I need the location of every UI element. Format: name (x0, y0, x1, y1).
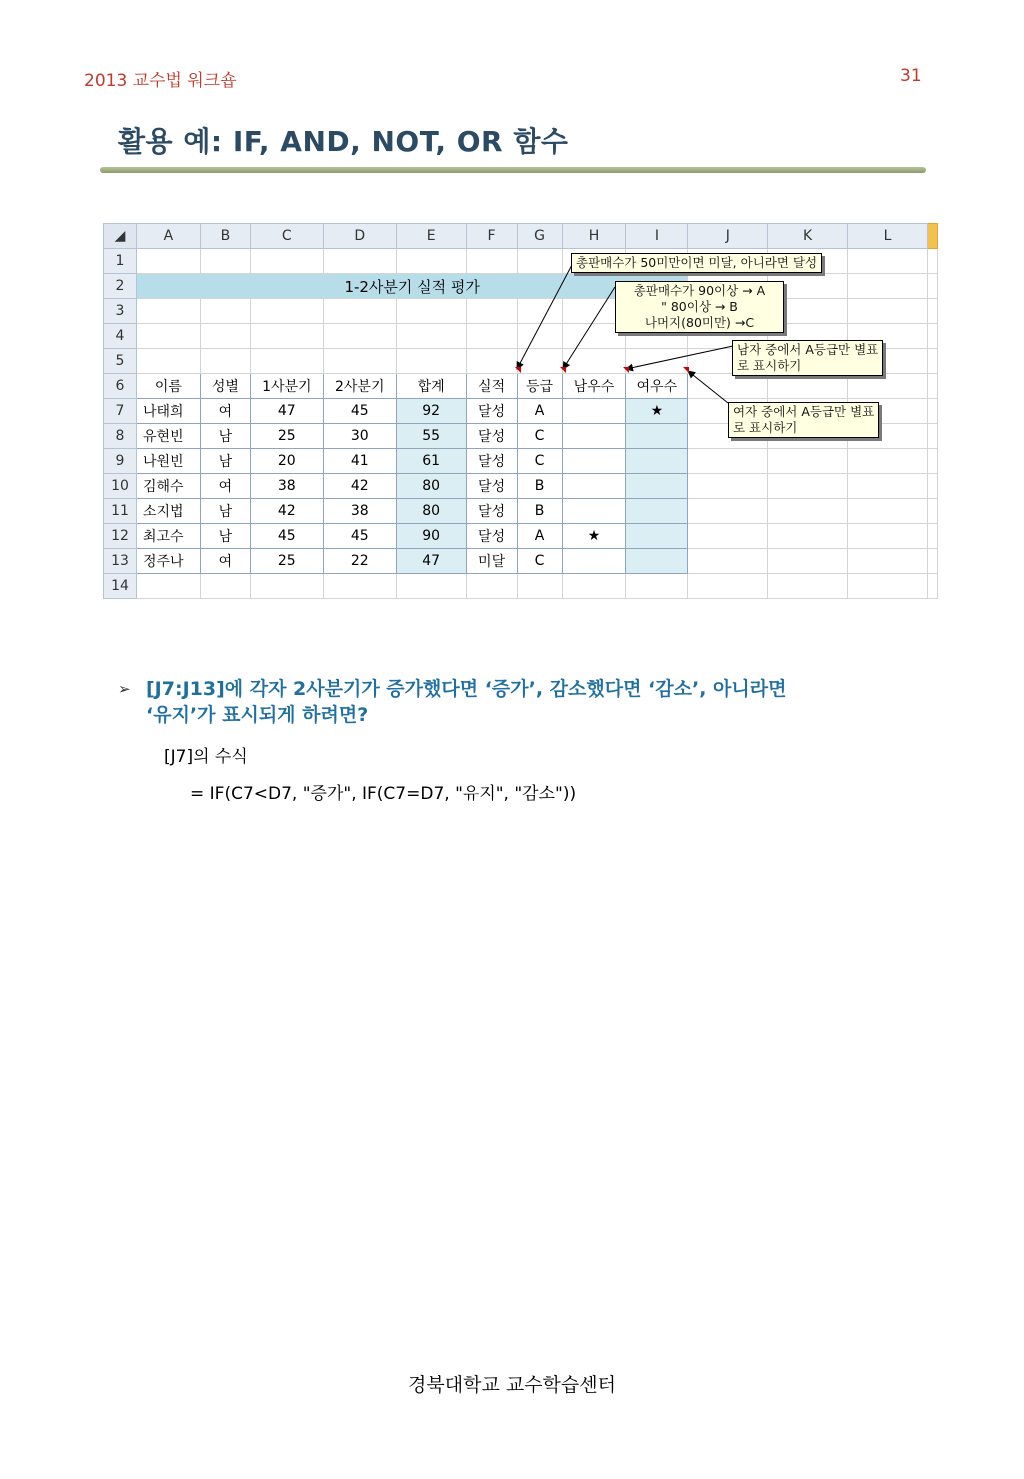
cell[interactable] (927, 399, 937, 424)
title-underline (100, 167, 926, 173)
table-cell[interactable]: 22 (323, 549, 396, 574)
cell[interactable] (626, 349, 688, 374)
comment-grade[interactable] (615, 281, 784, 333)
cell[interactable] (396, 249, 466, 274)
cell[interactable] (688, 374, 768, 399)
col-header[interactable]: L (848, 224, 928, 249)
spreadsheet-screenshot (103, 223, 938, 594)
cell[interactable] (768, 524, 848, 549)
table-cell[interactable]: 55 (396, 424, 466, 449)
table-cell[interactable]: 달성 (466, 474, 517, 499)
cell[interactable] (848, 474, 928, 499)
row-header[interactable]: 6 (104, 374, 137, 399)
cell[interactable] (848, 299, 928, 324)
cell[interactable] (250, 349, 323, 374)
comment-result-text: 총판매수가 50미만이면 미달, 아니라면 달성 (576, 255, 818, 270)
cell[interactable] (848, 274, 928, 299)
col-header[interactable]: A (136, 224, 200, 249)
col-header[interactable]: I (626, 224, 688, 249)
cell[interactable] (396, 574, 466, 599)
cell[interactable] (688, 474, 768, 499)
table-cell[interactable] (626, 424, 688, 449)
cell[interactable] (768, 449, 848, 474)
cell[interactable] (848, 449, 928, 474)
table-cell[interactable] (626, 474, 688, 499)
table-cell[interactable]: 김해수 (136, 474, 200, 499)
cell[interactable] (250, 299, 323, 324)
table-cell[interactable] (562, 549, 626, 574)
cell[interactable] (927, 349, 937, 374)
row-header[interactable]: 1 (104, 249, 137, 274)
table-cell[interactable]: 45 (250, 524, 323, 549)
cell[interactable] (927, 549, 937, 574)
comment-grade-line: 총판매수가 90이상 → A (633, 283, 766, 298)
table-cell[interactable]: 최고수 (136, 524, 200, 549)
cell[interactable] (323, 349, 396, 374)
table-header-cell[interactable]: 등급 (517, 374, 562, 399)
table-cell[interactable]: 45 (323, 399, 396, 424)
table-cell[interactable]: 남 (200, 424, 250, 449)
cell[interactable] (927, 299, 937, 324)
corner-cell[interactable]: ◢ (104, 224, 137, 249)
formula-label: [J7]의 수식 (164, 747, 248, 767)
cell[interactable] (466, 574, 517, 599)
table-cell[interactable]: 정주나 (136, 549, 200, 574)
cell[interactable] (250, 249, 323, 274)
col-header-partial[interactable] (927, 224, 937, 249)
cell[interactable] (848, 499, 928, 524)
cell[interactable] (517, 299, 562, 324)
col-header[interactable]: J (688, 224, 768, 249)
row-header[interactable]: 7 (104, 399, 137, 424)
table-cell[interactable]: A (517, 399, 562, 424)
cell[interactable] (688, 499, 768, 524)
cell[interactable] (927, 424, 937, 449)
row-header[interactable]: 2 (104, 274, 137, 299)
table-cell[interactable]: 45 (323, 524, 396, 549)
table-cell[interactable]: 47 (250, 399, 323, 424)
cell[interactable] (323, 249, 396, 274)
table-cell[interactable]: 남 (200, 524, 250, 549)
col-header[interactable]: B (200, 224, 250, 249)
cell[interactable] (927, 324, 937, 349)
col-header[interactable]: D (323, 224, 396, 249)
cell[interactable] (396, 324, 466, 349)
table-cell[interactable]: 41 (323, 449, 396, 474)
table-cell[interactable]: 25 (250, 549, 323, 574)
comment-female-line: 여자 중에서 A등급만 별표 (733, 404, 875, 419)
cell[interactable] (136, 574, 200, 599)
table-cell[interactable]: B (517, 474, 562, 499)
table-cell[interactable] (626, 449, 688, 474)
table-cell[interactable] (626, 524, 688, 549)
header-left: 2013 교수법 워크숍 (84, 71, 237, 91)
formula-text: = IF(C7<D7, "증가", IF(C7=D7, "유지", "감소")) (190, 784, 577, 804)
cell[interactable] (200, 299, 250, 324)
table-header-cell[interactable]: 이름 (136, 374, 200, 399)
question-line-1: [J7:J13]에 각자 2사분기가 증가했다면 ‘증가’, 감소했다면 ‘감소’, 아니라면 (146, 678, 787, 700)
col-header[interactable]: H (562, 224, 626, 249)
cell[interactable] (136, 349, 200, 374)
cell[interactable] (200, 249, 250, 274)
cell[interactable] (517, 349, 562, 374)
table-cell[interactable]: 달성 (466, 424, 517, 449)
cell[interactable] (848, 549, 928, 574)
cell[interactable] (688, 524, 768, 549)
page-number: 31 (900, 66, 922, 86)
table-cell[interactable]: 42 (323, 474, 396, 499)
table-header-cell[interactable]: 1사분기 (250, 374, 323, 399)
cell[interactable] (927, 374, 937, 399)
cell[interactable] (626, 574, 688, 599)
row-header[interactable]: 9 (104, 449, 137, 474)
comment-female-line: 로 표시하기 (733, 420, 798, 435)
table-cell[interactable]: 유현빈 (136, 424, 200, 449)
cell[interactable] (848, 524, 928, 549)
cell[interactable] (927, 574, 937, 599)
cell[interactable] (848, 574, 928, 599)
table-header-cell[interactable]: 실적 (466, 374, 517, 399)
cell[interactable] (323, 574, 396, 599)
cell[interactable] (466, 249, 517, 274)
cell[interactable] (200, 349, 250, 374)
cell[interactable] (200, 324, 250, 349)
table-cell[interactable]: 61 (396, 449, 466, 474)
row-header[interactable]: 8 (104, 424, 137, 449)
cell[interactable] (848, 374, 928, 399)
table-cell[interactable]: 47 (396, 549, 466, 574)
row-header[interactable]: 11 (104, 499, 137, 524)
cell[interactable] (768, 499, 848, 524)
question-text (146, 676, 926, 728)
table-cell[interactable]: 달성 (466, 524, 517, 549)
table-cell[interactable]: 38 (323, 499, 396, 524)
row-header[interactable]: 14 (104, 574, 137, 599)
cell[interactable] (768, 549, 848, 574)
cell[interactable] (688, 449, 768, 474)
cell[interactable] (927, 449, 937, 474)
cell[interactable] (466, 299, 517, 324)
cell[interactable] (250, 324, 323, 349)
table-cell[interactable]: 92 (396, 399, 466, 424)
cell[interactable] (466, 349, 517, 374)
row-header[interactable]: 3 (104, 299, 137, 324)
col-header[interactable]: C (250, 224, 323, 249)
cell[interactable] (250, 574, 323, 599)
cell[interactable] (927, 474, 937, 499)
row-header[interactable]: 12 (104, 524, 137, 549)
row-header[interactable]: 4 (104, 324, 137, 349)
table-cell[interactable]: 80 (396, 474, 466, 499)
table-cell[interactable]: 30 (323, 424, 396, 449)
cell[interactable] (323, 324, 396, 349)
table-cell[interactable]: 38 (250, 474, 323, 499)
comment-male[interactable] (732, 340, 883, 376)
cell[interactable] (200, 574, 250, 599)
table-header-cell[interactable]: 여우수 (626, 374, 688, 399)
table-cell[interactable]: A (517, 524, 562, 549)
table-cell[interactable]: C (517, 549, 562, 574)
table-cell[interactable] (626, 499, 688, 524)
cell[interactable] (136, 324, 200, 349)
table-header-cell[interactable]: 남우수 (562, 374, 626, 399)
cell[interactable] (562, 574, 626, 599)
table-cell[interactable]: 소지법 (136, 499, 200, 524)
cell[interactable] (466, 324, 517, 349)
cell[interactable] (323, 299, 396, 324)
table-cell[interactable]: 달성 (466, 399, 517, 424)
cell[interactable] (927, 249, 937, 274)
cell[interactable] (768, 374, 848, 399)
table-cell[interactable]: 여 (200, 474, 250, 499)
sheet-banner[interactable]: 1-2사분기 실적 평가 (136, 274, 687, 299)
table-cell[interactable]: 미달 (466, 549, 517, 574)
cell[interactable] (927, 524, 937, 549)
table-cell[interactable]: 나원빈 (136, 449, 200, 474)
table-cell[interactable]: 25 (250, 424, 323, 449)
cell[interactable] (688, 574, 768, 599)
table-header-cell[interactable]: 성별 (200, 374, 250, 399)
cell[interactable] (562, 349, 626, 374)
cell[interactable] (927, 274, 937, 299)
table-header-cell[interactable]: 2사분기 (323, 374, 396, 399)
table-cell[interactable]: 여 (200, 549, 250, 574)
bullet-arrow-icon: ➢ (118, 680, 131, 698)
row-header[interactable]: 10 (104, 474, 137, 499)
row-header[interactable]: 13 (104, 549, 137, 574)
cell[interactable] (517, 249, 562, 274)
comment-female[interactable] (728, 402, 879, 438)
col-header[interactable]: K (768, 224, 848, 249)
table-cell[interactable]: C (517, 449, 562, 474)
table-cell[interactable]: B (517, 499, 562, 524)
cell[interactable] (136, 249, 200, 274)
col-header[interactable]: F (466, 224, 517, 249)
table-cell[interactable]: 여 (200, 399, 250, 424)
table-header-cell[interactable]: 합계 (396, 374, 466, 399)
table-cell[interactable]: 42 (250, 499, 323, 524)
table-cell[interactable]: ★ (562, 524, 626, 549)
table-cell[interactable] (562, 399, 626, 424)
table-cell[interactable]: 20 (250, 449, 323, 474)
footer: 경북대학교 교수학습센터 (408, 1374, 616, 1396)
cell[interactable] (768, 474, 848, 499)
table-cell[interactable] (626, 549, 688, 574)
cell[interactable] (927, 499, 937, 524)
table-cell[interactable]: 남 (200, 449, 250, 474)
table-cell[interactable]: 남 (200, 499, 250, 524)
table-cell[interactable]: ★ (626, 399, 688, 424)
table-cell[interactable]: 나태희 (136, 399, 200, 424)
comment-grade-line: 나머지(80미만) →C (644, 315, 755, 330)
table-cell[interactable] (562, 499, 626, 524)
table-cell[interactable] (562, 424, 626, 449)
cell[interactable] (396, 299, 466, 324)
table-cell[interactable] (562, 449, 626, 474)
table-cell[interactable]: C (517, 424, 562, 449)
cell[interactable] (688, 549, 768, 574)
cell[interactable] (517, 574, 562, 599)
table-cell[interactable]: 달성 (466, 449, 517, 474)
cell[interactable] (768, 574, 848, 599)
comment-result[interactable] (571, 253, 822, 273)
cell[interactable] (396, 349, 466, 374)
comment-grade-line: " 80이상 → B (661, 299, 738, 314)
page-title: 활용 예: IF, AND, NOT, OR 함수 (118, 125, 569, 158)
question-line-2: ‘유지’가 표시되게 하려면? (146, 704, 369, 726)
comment-male-line: 남자 중에서 A등급만 별표 (737, 342, 879, 357)
table-cell[interactable] (562, 474, 626, 499)
col-header[interactable]: G (517, 224, 562, 249)
col-header[interactable]: E (396, 224, 466, 249)
comment-male-line: 로 표시하기 (737, 358, 802, 373)
cell[interactable] (517, 324, 562, 349)
table-cell[interactable]: 90 (396, 524, 466, 549)
row-header[interactable]: 5 (104, 349, 137, 374)
table-cell[interactable]: 달성 (466, 499, 517, 524)
table-cell[interactable]: 80 (396, 499, 466, 524)
cell[interactable] (848, 249, 928, 274)
cell[interactable] (136, 299, 200, 324)
